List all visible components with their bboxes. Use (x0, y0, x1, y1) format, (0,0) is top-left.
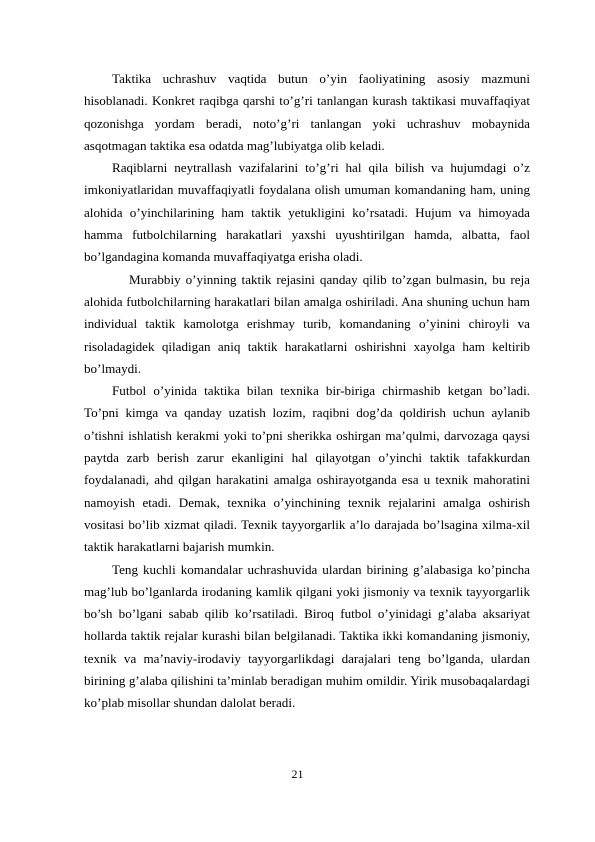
paragraph-4: Futbol o’yinida taktika bilan texnika bir-biriga chirmashib ketgan bo’ladi. To’pni kimga va qanday uzatish lozim, raqibni dog’da qoldirish uchun aylanib o’tishni ishlatish kerakmi yoki to’pni sherikka oshirgan ma’qulmi, darvozaga qaysi paytda zarb berish zarur ekanligini hal qilayotgan o’yinchi taktik tafakkurdan foydalanadi, ahd qilgan harakatini amalga oshirayotganda esa u texnik mahoratini namoyish etadi. Demak, texnika o’yinchining texnik rejalarini amalga oshirish vositasi bo’lib xizmat qiladi. Texnik tayyorgarlik a’lo darajada bo’lsagina xilma-xil taktik harakatlarni bajarish mumkin. (84, 383, 530, 555)
page-number: 21 (291, 767, 304, 781)
paragraph-5: Teng kuchli komandalar uchrashuvida ulardan birining g’alabasiga ko’pincha mag’lub bo’lganlarda irodaning kamlik qilgani yoki jismoniy va texnik tayyorgarlik bo’sh bo’lgani sabab qilib ko’rsatiladi. Biroq futbol o’yinidagi g’alaba aksariyat hollarda taktik rejalar kurashi bilan belgilanadi. Taktika ikki komandaning jismoniy, texnik va ma’naviy-irodaviy tayyorgarlikdagi darajalari teng bo’lganda, ulardan birining g’alaba qilishini ta’minlab beradigan muhim omildir. Yirik musobaqalardagi ko’plab misollar shundan dalolat beradi. (84, 561, 530, 711)
paragraph-1: Taktika uchrashuv vaqtida butun o’yin faoliyatining asosiy mazmuni hisoblanadi. Konkret raqibga qarshi to’g’ri tanlangan kurash taktikasi muvaffaqiyat qozonishga yordam beradi, noto’g’ri tanlangan yoki uchrashuv mobaynida asqotmagan taktika esa odatda mag’lubiyatga olib keladi. (84, 71, 530, 153)
page-body (84, 68, 530, 715)
paragraph-2: Raqiblarni neytrallash vazifalarini to’g’ri hal qila bilish va hujumdagi o’z imkoniyatlaridan muvaffaqiyatli foydalana olish umuman komandaning ham, uning alohida o’yinchilarining ham taktik yetukligini ko’rsatadi. Hujum va himoyada hamma futbolchilarning harakatlari yaxshi uyushtirilgan hamda, albatta, faol bo’lgandagina komanda muvaffaqiyatga erisha oladi. (84, 160, 530, 265)
paragraph-3: Murabbiy o’yinning taktik rejasini qanday qilib to’zgan bulmasin, bu reja alohida futbolchilarning harakatlari bilan amalga oshiriladi. Ana shuning uchun ham individual taktik kamolotga erishmay turib, komandaning o’yinini chiroyli va risoladagidek qiladigan aniq taktik harakatlarni oshirishni xayolga ham keltirib bo’lmaydi. (84, 271, 530, 376)
